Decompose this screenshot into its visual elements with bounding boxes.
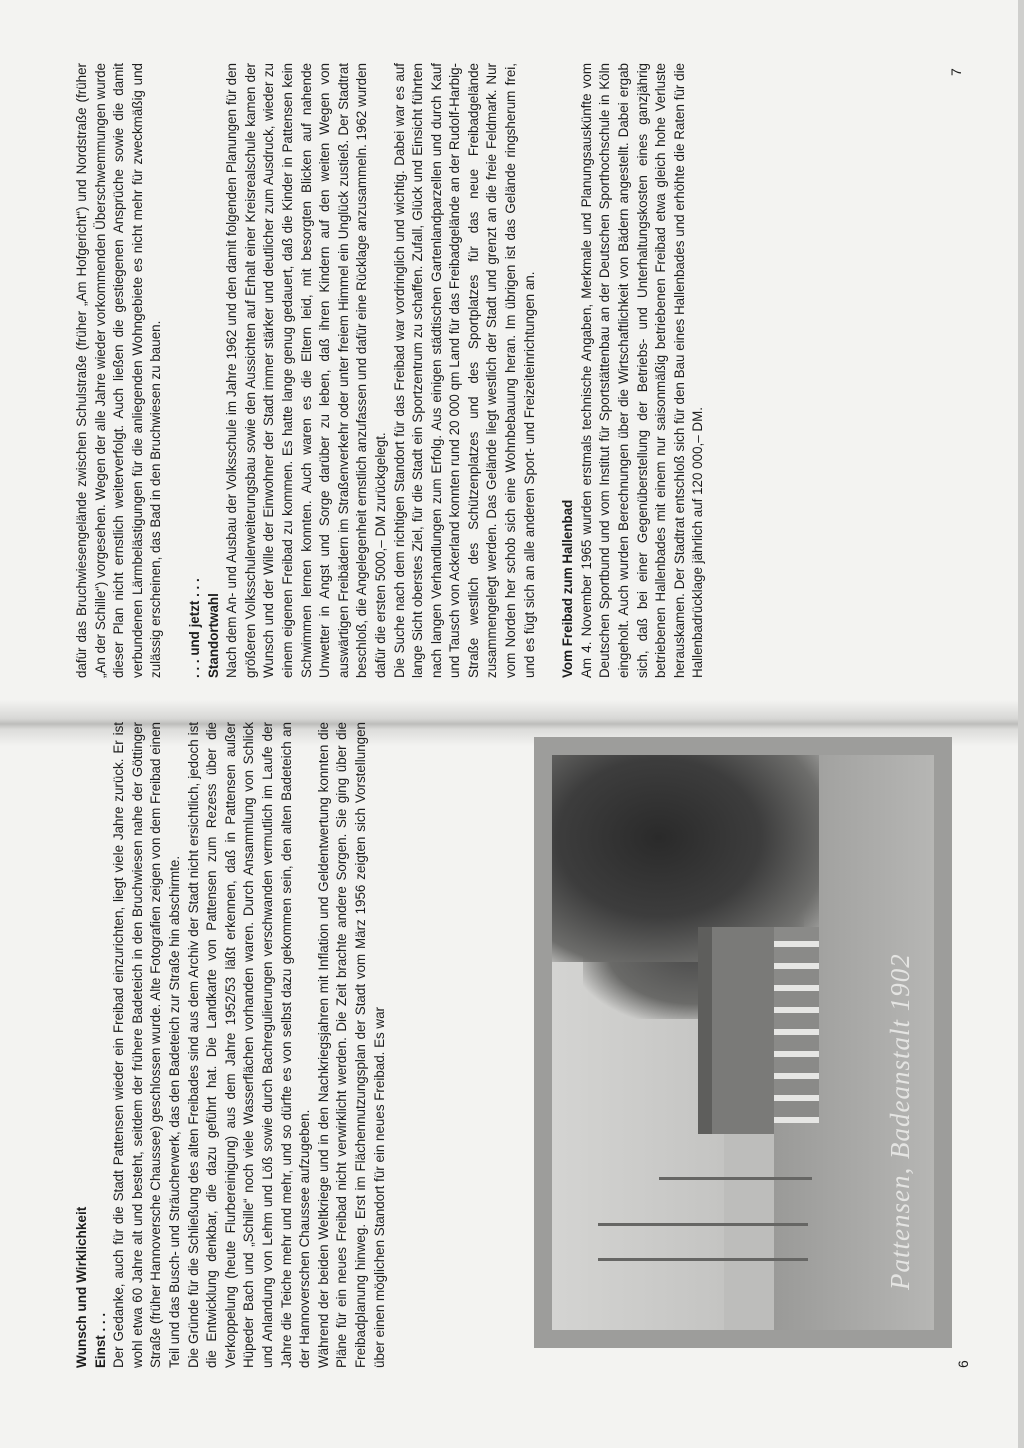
left-paragraph-2: Die Gründe für die Schließung des alten Freibades sind aus dem Archiv der Stadt nicht ersichtlich, jedoch ist die Entwicklung denkbar, die dazu geführt hat. Die Landkarte von Pattensen zum Rezess über die Verkoppelung (heute Flurbereinigung) aus dem Jahre 1952/53 läßt erkennen, daß in Pattensen außer Hüpeder Bach und „Schille“ noch viele Wasserflächen vorhanden waren. Durch Ansammlung von Schlick und Anlandung von Lehm und Löß sowie durch Bachregulierungen verschwanden vermutlich im Laufe der Jahre die Teiche mehr und mehr, und so dürfte es von selbst dazu gekommen sein, den alten Badeteich an der Hannoverschen Chaussee aufzugeben. bbox=[185, 722, 313, 1368]
historic-photo bbox=[534, 737, 952, 1348]
left-page-subtitle: Einst . . . bbox=[92, 1312, 108, 1368]
page-number-right: 7 bbox=[948, 68, 964, 76]
right-page-text bbox=[73, 63, 708, 678]
hallenbad-paragraph: Am 4. November 1965 wurden erstmals technische Angaben, Merkmale und Planungsauskünfte vom Deutschen Sportbund und vom Institut für Sportstättenbau an der Deutschen Sporthochschule in Köln eingeholt. Auch wurden Berechnungen über die Wirtschaftlichkeit von Bädern angestellt. Dabei ergab sich, daß bei einer Gegenüberstellung der Betriebs- und Unterhaltungskosten eines ganzjährig betriebenen Hallenbades mit einem nur saisonmäßig betriebenen Freibad etwa gleich hohe Verluste herauskamen. Der Stadtrat entschloß sich für den Bau eines Hallenbades und erhöhte die Raten für die Hallenbadrücklage jährlich auf 120 000,– DM. bbox=[578, 63, 706, 678]
left-page-title: Wunsch und Wirklichkeit bbox=[74, 1206, 89, 1368]
left-paragraph-3: Während der beiden Weltkriege und in den Nachkriegsjahren mit Inflation und Geldentwertung konnten die Pläne für ein neues Freibad nicht verwirklicht werden. Die Zeit brachte andere Sorgen. Sie ging über die Freibadplanung hinweg. Erst im Flächennutzungsplan der Stadt vom März 1956 zeigten sich Vorstellungen über einen möglichen Standort für ein neues Freibad. Es war bbox=[315, 722, 387, 1368]
left-paragraph-1: Der Gedanke, auch für die Stadt Pattensen wieder ein Freibad einzurichten, liegt viele Jahre zurück. Er ist wohl etwa 60 Jahre alt und besteht, seitdem der frühere Badeteich in den Bruchwiesen nahe der Göttinger Straße (früher Hannoversche Chaussee) geschlossen wurde. Alte Fotografien zeigen von dem Freibad einen Teil und das Busch- und Sträucherwerk, das den Badeteich zur Straße hin abschirmte. bbox=[111, 722, 182, 1368]
page-number-left: 6 bbox=[955, 1360, 971, 1368]
section-standortwahl-title: Standortwahl bbox=[205, 593, 221, 678]
photo-image bbox=[552, 755, 934, 1330]
photo-caption: Pattensen, Badeanstalt 1902 bbox=[885, 953, 915, 1290]
standortwahl-paragraph-2: Die Suche nach dem richtigen Standort für das Freibad war vordringlich und wichtig. Dabei war es auf lange Sicht oberstes Ziel, für die Stadt ein Sportzentrum zu schaffen. Zufall, Glück und Einsicht führten nach langen Verhandlungen zum Erfolg. Aus einigen städtischen Gartenlandparzellen und durch Kauf und Tausch von Ackerland konnten rund 20 000 qm Land für das Freibadgelände an der Rudolf-Harbig-Straße westlich des Schützenplatzes und des Sportplatzes für das neue Freibadgelände zusammengelegt werden. Das Gelände liegt westlich der Stadt und grenzt an die freie Feldmark. Nur vom Norden her schob sich eine Wohnbebauung heran. Im übrigen ist das Gelände ringsherum frei, und es fügt sich an alle anderen Sport- und Freizeiteinrichtungen an. bbox=[391, 63, 537, 678]
section-hallenbad-title: Vom Freibad zum Hallenbad bbox=[560, 499, 576, 678]
left-page-text bbox=[73, 722, 389, 1368]
right-page-subtitle: . . . und jetzt . . . bbox=[186, 578, 202, 678]
right-intro-paragraph: dafür das Bruchwiesengelände zwischen Schulstraße (früher „Am Hofgericht“) und Nordstraße (früher „An der Schille“) vorgesehen. Wegen der alle Jahre wieder vorkommenden Überschwemmungen wurde dieser Plan nicht ernstlich weiterverfolgt. Auch ließen die gestiegenen Ansprüche sowie die damit verbundenen Lärmbelästigungen für die anliegenden Wohngebiete es nicht mehr für zweckmäßig und zulässig erscheinen, das Bad in den Bruchwiesen zu bauen. bbox=[74, 63, 164, 678]
standortwahl-paragraph-1: Nach dem An- und Ausbau der Volksschule im Jahre 1962 und den damit folgenden Planungen für den größeren Volksschulerweiterungsbau sowie den Aussichten auf Erhalt einer Kreisrealschule kamen der Wunsch und der Wille der Einwohner der Stadt immer stärker und deutlicher zum Ausdruck, wieder zu einem eigenen Freibad zu kommen. Es hatte lange genug gedauert, daß die Kinder in Pattensen kein Schwimmen lernen konnten. Auch waren es die Eltern leid, mit besorgten Blicken auf nahende Unwetter in Angst und Sorge darüber zu leben, daß ihren Kindern auf den weiten Wegen von auswärtigen Freibädern im Straßenverkehr oder unter freiem Himmel ein Unglück zustieß. Der Stadtrat beschloß, die Angelegenheit ernstlich anzufassen und dafür eine Rücklage anzusammeln. 1962 wurden dafür die ersten 5000,– DM zurückgelegt. bbox=[224, 63, 388, 678]
